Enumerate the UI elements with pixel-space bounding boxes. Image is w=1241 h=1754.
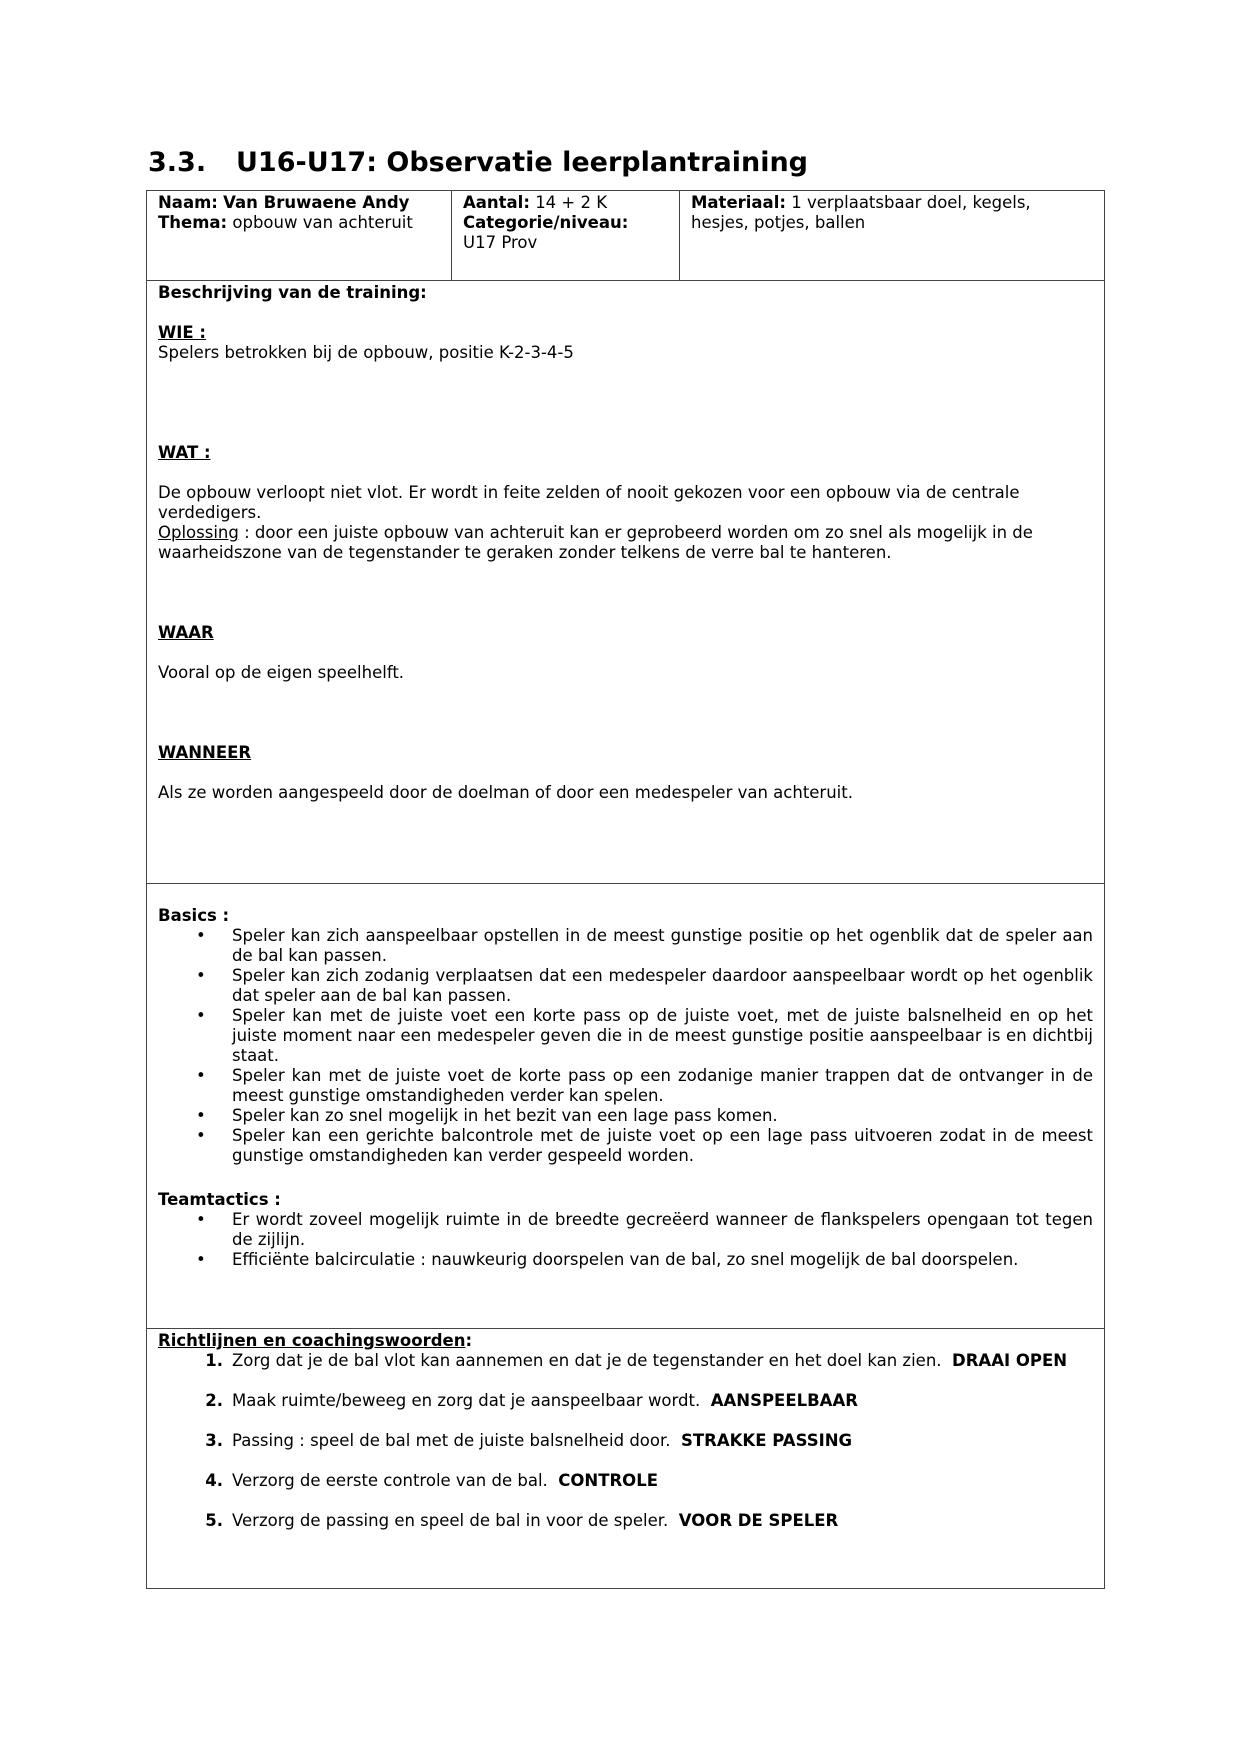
list-item: • Speler kan zich zodanig verplaatsen dat een medespeler daardoor aanspeelbaar wordt op het ogenblik dat speler aan de bal kan passen. (196, 966, 1093, 1005)
naam-label: Naam: (158, 193, 218, 212)
list-item: • Speler kan met de juiste voet een korte pass op de juiste voet, met de juiste balsnelheid en op het juiste moment naar een medespeler geven die in de meest gunstige positie aanspeelbaar is en dichtbij staat. (196, 1006, 1093, 1065)
teamtactics-list (158, 1210, 1093, 1270)
list-item: • Speler kan zich aanspeelbaar opstellen in de meest gunstige positie op het ogenblik dat de speler aan de bal kan passen. (196, 926, 1093, 965)
list-item: • Speler kan zo snel mogelijk in het bezit van een lage pass komen. (196, 1106, 778, 1125)
waar-text: Vooral op de eigen speelhelft. (158, 663, 405, 682)
coaching-list (158, 1351, 1093, 1531)
list-item: • Er wordt zoveel mogelijk ruimte in de breedte gecreëerd wanneer de flankspelers opengaan tot tegen de zijlijn. (196, 1210, 1093, 1249)
beschrijving-title: Beschrijving van de training: (158, 283, 427, 302)
richtlijnen-colon: : (465, 1331, 473, 1350)
richtlijnen-title: Richtlijnen en coachingswoorden (158, 1331, 466, 1350)
wat-text: De opbouw verloopt niet vlot. Er wordt in feite zelden of nooit gekozen voor een opbouw via de centrale verdedigers. (158, 483, 1020, 522)
thema-value: opbouw van achteruit (232, 213, 413, 232)
wanneer-text: Als ze worden aangespeeld door de doelman of door een medespeler van achteruit. (158, 783, 853, 802)
section-number: 3.3. (148, 147, 207, 178)
materiaal-value: 1 verplaatsbaar doel, kegels, hesjes, potjes, ballen (691, 193, 1031, 232)
beschrijving-section (146, 280, 1105, 884)
list-item: • Speler kan een gerichte balcontrole met de juiste voet op een lage pass uitvoeren zodat in de meest gunstige omstandigheden kan verder gespeeld worden. (196, 1126, 1093, 1165)
list-item: 5. Verzorg de passing en speel de bal in voor de speler. VOOR DE SPELER (205, 1511, 839, 1530)
basics-list (158, 926, 1093, 1166)
waar-label: WAAR (158, 623, 214, 642)
categorie-label: Categorie/niveau: (463, 213, 629, 232)
section-heading (148, 146, 808, 180)
aantal-value: 14 + 2 K (535, 193, 608, 212)
section-title: U16-U17: Observatie leerplantraining (236, 147, 809, 178)
basics-section (146, 883, 1105, 1329)
list-item: 4. Verzorg de eerste controle van de bal. CONTROLE (205, 1471, 658, 1490)
wie-label: WIE : (158, 323, 206, 342)
basics-title: Basics : (158, 906, 230, 925)
oplossing-label: Oplossing (158, 523, 239, 542)
aantal-cell (452, 191, 680, 280)
naam-thema-cell (147, 191, 452, 280)
oplossing-text: : door een juiste opbouw van achteruit kan er geprobeerd worden om zo snel als mogelijk in de waarheidszone van de tegenstander te geraken zonder telkens de verre bal te hanteren. (158, 523, 1033, 562)
wanneer-label: WANNEER (158, 743, 252, 762)
wat-label: WAT : (158, 443, 211, 462)
wie-text: Spelers betrokken bij de opbouw, positie K-2-3-4-5 (158, 343, 574, 362)
list-item: 3. Passing : speel de bal met de juiste balsnelheid door. STRAKKE PASSING (205, 1431, 853, 1450)
richtlijnen-section (146, 1328, 1105, 1589)
list-item: 2. Maak ruimte/beweeg en zorg dat je aanspeelbaar wordt. AANSPEELBAAR (205, 1391, 858, 1410)
materiaal-cell (680, 191, 1104, 280)
materiaal-label: Materiaal: (691, 193, 786, 212)
list-item: • Speler kan met de juiste voet de korte pass op een zodanige manier trappen dat de ontvanger in de meest gunstige omstandigheden verder kan spelen. (196, 1066, 1093, 1105)
aantal-label: Aantal: (463, 193, 530, 212)
categorie-value: U17 Prov (463, 233, 538, 252)
thema-label: Thema: (158, 213, 228, 232)
list-item: • Efficiënte balcirculatie : nauwkeurig doorspelen van de bal, zo snel mogelijk de bal doorspelen. (196, 1250, 1019, 1269)
teamtactics-title: Teamtactics : (158, 1190, 281, 1209)
list-item: 1. Zorg dat je de bal vlot kan aannemen en dat je de tegenstander en het doel kan zien. DRAAI OPEN (205, 1351, 1068, 1370)
naam-value: Van Bruwaene Andy (223, 193, 410, 212)
header-row (146, 190, 1105, 281)
